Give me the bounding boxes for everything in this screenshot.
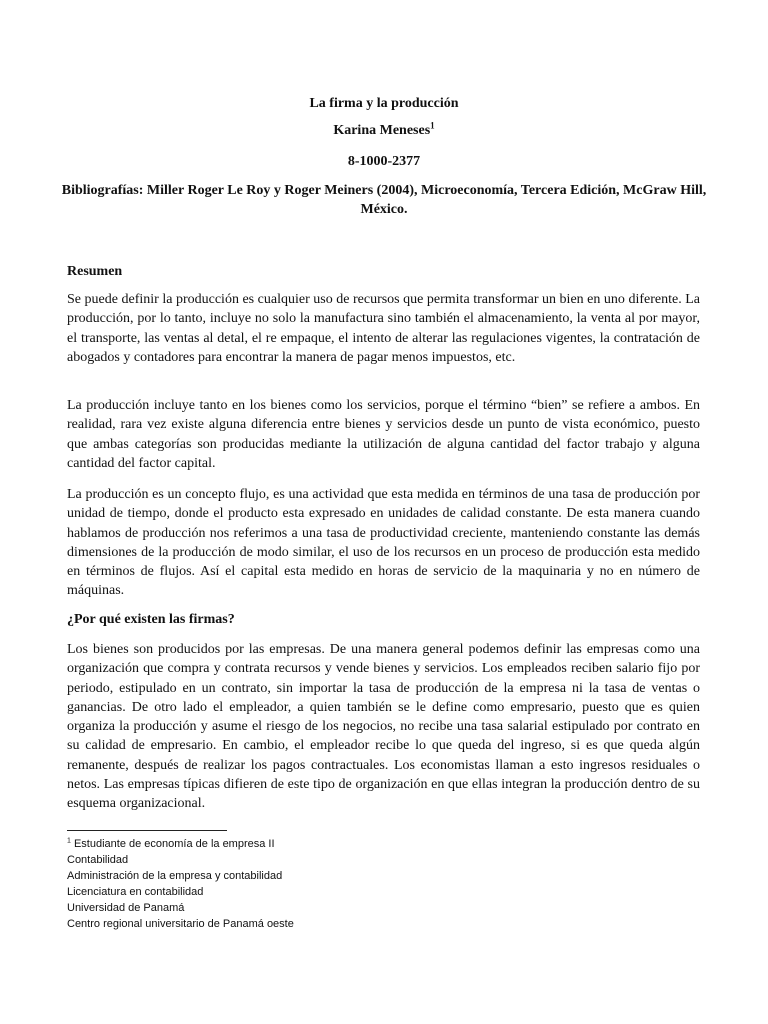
paragraph-1-block [67, 290, 700, 367]
footnote-divider [67, 830, 227, 831]
footnote-line: Universidad de Panamá [67, 902, 185, 914]
paragraph-4: Los bienes son producidos por las empresas. De una manera general podemos definir las empresas como una organización que compra y contrata recursos y vende bienes y servicios. Los empleados reciben salario fijo por periodo, estipulado en un contrato, sin importar la tasa de producción de la empresa ni la tasa de ventas o ganancias. De otro lado el empleador, a quien también se le define como empresario, puesto que es quien organiza la producción y asume el riesgo de los negocios, no recibe una tasa salarial estipulado por contrato en su calidad de empresario. En cambio, el empleador recibe lo que queda del ingreso, si es que queda algún remanente, después de realizar los pagos contractuales. Los economistas llaman a esto ingresos residuales o netos. Las empresas típicas difieren de este tipo de organización en que ellas integran la producción dentro de su esquema organizacional. [67, 642, 700, 812]
footnotes [67, 836, 667, 932]
firmas-heading-block [67, 610, 700, 629]
resumen-heading-block [67, 262, 700, 281]
paragraph-4-block [67, 640, 700, 814]
paragraph-1: Se puede definir la producción es cualquier uso de recursos que permita transformar un bien en uno diferente. La producción, por lo tanto, incluye no solo la manufactura sino también el almacenamiento, la venta al por mayor, el transporte, las ventas al detal, el re empaque, el intento de alterar las regulaciones vigentes, la contratación de abogados y contadores para encontrar la manera de pagar menos impuestos, etc. [67, 292, 700, 365]
paragraph-3-block [67, 485, 700, 601]
footnote-line [67, 836, 667, 852]
firmas-heading: ¿Por qué existen las firmas? [67, 612, 235, 627]
bibliography: Bibliografías: Miller Roger Le Roy y Roger Meiners (2004), Microeconomía, Tercera Edición, McGraw Hill, México. [61, 183, 707, 217]
footnote-text: Estudiante de economía de la empresa II [70, 838, 275, 850]
footnote-line: Centro regional universitario de Panamá oeste [67, 918, 294, 930]
paragraph-2-block [67, 396, 700, 473]
paragraph-3: La producción es un concepto flujo, es una actividad que esta medida en términos de una tasa de producción por unidad de tiempo, donde el producto esta expresado en unidades de calidad constante. De esta manera cuando hablamos de producción nos referimos a una tasa de productividad creciente, manteniendo constante las demás dimensiones de la producción de modo similar, el uso de los recursos en un proceso de producción esta medido en términos de flujos. Así el capital esta medido en horas de servicio de la maquinaria y no en número de máquinas. [67, 487, 700, 599]
author-name [60, 121, 708, 140]
footnote-line: Contabilidad [67, 854, 129, 866]
resumen-heading: Resumen [67, 264, 123, 279]
document-title: La firma y la producción [309, 96, 459, 111]
footnote-line: Licenciatura en contabilidad [67, 886, 204, 898]
author-name-text: Karina Meneses [333, 123, 431, 138]
footnote-line: Administración de la empresa y contabilidad [67, 870, 283, 882]
paragraph-2: La producción incluye tanto en los bienes como los servicios, porque el término “bien” se refiere a ambos. En realidad, rara vez existe alguna diferencia entre bienes y servicios desde un punto de vista económico, puesto que ambas categorías son producidas mediante la utilización de alguna cantidad del factor trabajo y alguna cantidad del factor capital. [67, 398, 700, 471]
author-footnote-mark: 1 [430, 120, 435, 131]
id-number: 8-1000-2377 [347, 154, 421, 169]
footnote-mark: 1 [67, 837, 71, 845]
